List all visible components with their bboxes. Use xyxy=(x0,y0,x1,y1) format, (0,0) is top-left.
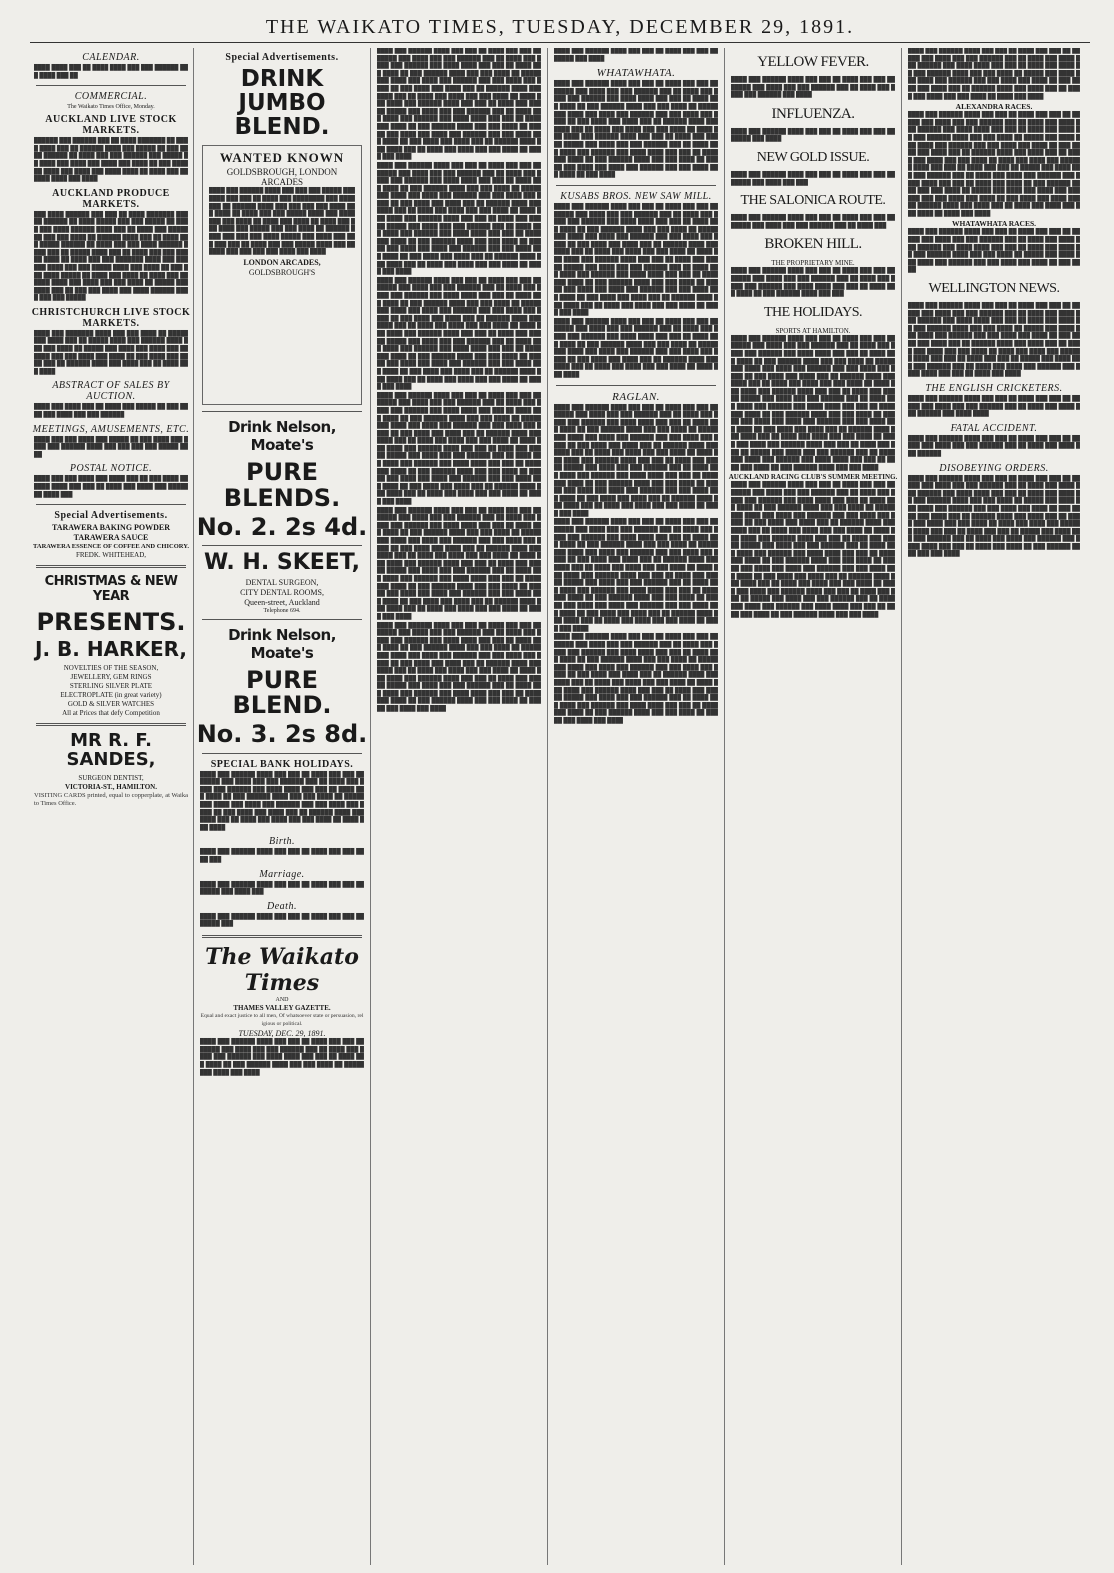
whatawhata-races-text: ████ ███ ██████ ████ ███ ███ ██ ████ ███ ███ ██ █████ ███ ████ ███ ███ ██████ ███ ██ ████ ███ ████ ███ ██████ ███ ████ ████ ███ ███ ██ ████ ███ ████ ██ ███ ██████ ████ ███ ███ ████ ██ █████ ███ ████ ███ ████ ███ ██████ ███ ███ ████ ███ ████ ██ ███ ████ xyxy=(908,229,1080,274)
col4-lead: ████ ███ ██████ ████ ███ ███ ██ ████ ███ ███ ██ █████ ███ ████ xyxy=(554,48,718,62)
column-5 xyxy=(727,48,899,1565)
calendar-heading: CALENDAR. xyxy=(82,52,140,63)
wellington-text: ████ ███ ██████ ████ ███ ███ ██ ████ ███ ███ ██ █████ ███ ████ ███ ███ ██████ ███ ██ ████ ███ ████ ███ ██████ ███ ████ ████ ███ ███ ██ ████ ███ ████ ██ ███ ██████ ████ ███ ███ ████ ██ █████ ███ ████ ███ ████ ███ ██████ ███ ███ ████ ███ ████ ██ ███ ████ ███ ████ ███ ██ ██████ ████ ███ ████ ███ ██ ████ ███ ████ ███ ███ ████ ██ ████ ███ ████ ███ ██████ ████ ███ ███ ██ ████ ███ ███ ██ █████ ███ ████ ███ ███ ██████ ███ ██ ████ ███ ████ ███ ██████ ███ ████ ████ ███ ███ ██ ████ ███ ████ xyxy=(908,303,1080,378)
fatal-text: ████ ███ ██████ ████ ███ ███ ██ ████ ███ ███ ██ █████ ███ ████ ███ ███ ██████ ███ ██ ████ ███ ████ ███ ██████ xyxy=(908,435,1080,457)
divider xyxy=(202,935,362,938)
divider xyxy=(36,85,186,86)
tarawera-sauce: TARAWERA SAUCE xyxy=(73,533,149,543)
masthead-title: THE WAIKATO TIMES, TUESDAY, DECEMBER 29, 1891. xyxy=(265,16,855,38)
goldsbrough-text: ████ ███ ██████ ████ ███ ███ ███ █████ ███ ████ ███ ███ ██ ████ ███ ████████ ███ ████ ███ ██ ██████ ████ ███ ███ ███ ███ ████ ███ ████ ██ ████ ███ ███ █████ ████ ███ ████ ███ ███ ████ ██ ████ ███ ████ ██ ████ ███ ███ ████ ███ █████ ███ ███ ████ ██ ██████ ████ ███ ███ ███ ████ █████ ███ ████ ███ ███ ███ ███ ██ ████ ███ ███ █████ ████ ███ ██ ████ ███ ███ ███ ███ ████ ███ ████ xyxy=(209,188,355,256)
city-dental: CITY DENTAL ROOMS, xyxy=(240,588,324,598)
prices-line: All at Prices that defy Competition xyxy=(62,709,160,718)
gold-issue-text: ████ ███ ██████ ████ ███ ███ ██ ████ ███ ███ ██ █████ ███ ████ ███ ███ xyxy=(731,171,895,186)
divider xyxy=(556,185,716,186)
novelties: NOVELTIES OF THE SEASON, xyxy=(63,664,159,673)
kusabs-text: ████ ███ ██████ ████ ███ ███ ██ ████ ███ ███ ██ █████ ███ ████ ███ ███ ██████ ███ ██ ████ ███ ████ ███ ██████ ███ ████ ████ ███ ███ ██ ████ ███ ████ ██ ███ ██████ ████ ███ ███ ████ ██ █████ ███ ████ ███ ████ ███ ██████ ███ ███ ████ ███ ████ ██ ███ ████ ███ ████ ███ ██ ██████ ████ ███ ████ ███ ██ ████ ███ ████ ███ ███ ████ ██ ████ ███ ████ ███ ██████ ████ ███ ███ ██ ████ ███ ███ ██ █████ ███ ████ ███ ███ ██████ ███ ██ ████ ███ ████ ███ ██████ ███ ████ ████ ███ ███ ██ ████ ███ ████ ██ ███ ██████ ████ ███ ███ ████ ██ █████ ███ ████ ███ ████ ███ ██████ ███ ███ ████ ███ ████ ██ ███ ████ ███ ████ ███ ██ ██████ ████ ███ ████ ███ ██ ████ ███ ████ ███ ███ ████ ██ ████ ███ ████ ████ ███ ██████ ████ ███ ███ ██ ████ ███ ███ ██ █████ ███ ████ ███ ███ ██████ ███ ██ ████ ███ ████ ███ ██████ ███ ████ ████ ███ ███ ██ ████ ███ ████ ██ ███ ██████ ████ ███ ███ ████ ██ █████ ███ ████ ███ ████ ███ ██████ ███ ███ ████ ███ ████ ██ ███ ████ ███ ████ ███ ██ ██████ ████ ███ ████ ███ ██ ████ ███ ████ ███ ███ ████ ██ ████ ███ ████ xyxy=(554,203,718,378)
sales-text: ████ ███ ████ ███ ██ ████ ███ █████ ██ ███ ████ ███ ████ ███ ███ ██████ xyxy=(34,404,188,419)
victoria-street: VICTORIA-ST., HAMILTON. xyxy=(65,783,157,792)
yellow-fever-text: ████ ███ ██████ ████ ███ ███ ██ ████ ███ ███ ██ █████ ███ ████ ███ ███ ██████ ███ ██ ████ ███ ████ ███ ██████ ███ ████ xyxy=(731,77,895,99)
birth-heading: Birth. xyxy=(268,836,296,848)
bank-holidays-heading: SPECIAL BANK HOLIDAYS. xyxy=(210,758,354,770)
divider xyxy=(556,385,716,386)
whatawhata-text: ████ ███ ██████ ████ ███ ███ ██ ████ ███ ███ ██ █████ ███ ████ ███ ███ ██████ ███ ██ ████ ███ ████ ███ ██████ ███ ████ ████ ███ ███ ██ ████ ███ ████ ██ ███ ██████ ████ ███ ███ ████ ██ █████ ███ ████ ███ ████ ███ ██████ ███ ███ ████ ███ ████ ██ ███ ████ ███ ████ ███ ██ ██████ ████ ███ ████ ███ ██ ████ ███ ████ ███ ███ ████ ██ ████ ███ ████ ███ ██████ ████ ███ ███ ██ ████ ███ ███ ██ █████ ███ ████ ███ ███ ██████ ███ ██ ████ ███ ████ ███ ██████ ███ ████ ████ ███ ███ ██ ████ ███ ████ ██ ███ ██████ ████ ███ ███ ████ ██ █████ ███ ████ ███ ████ ███ ██████ ███ ███ ████ ███ ████ ██ ███ ████ xyxy=(554,81,718,179)
sandes-sub: SURGEON DENTIST, xyxy=(78,774,144,783)
commercial-sub: The Waikato Times Office, Monday. xyxy=(67,104,155,111)
meetings-heading: MEETINGS, AMUSEMENTS, ETC. xyxy=(32,423,190,435)
death-text: ████ ███ ██████ ████ ███ ███ ██ ████ ███ ███ ██ █████ ███ xyxy=(200,913,364,928)
holidays-heading: THE HOLIDAYS. xyxy=(764,304,862,320)
postal-heading: POSTAL NOTICE. xyxy=(69,463,153,475)
broken-hill-text: ████ ███ ██████ ████ ███ ███ ██ ████ ███ ███ ██ █████ ███ ████ ███ ███ ██████ ███ ██ ████ ███ ████ ███ ██████ ███ ████ ████ ███ ███ ██ ████ ███ ████ ██ ███ ██████ ████ ███ ███ xyxy=(731,268,895,298)
divider xyxy=(202,619,362,620)
marriage-text: ████ ███ ██████ ████ ███ ███ ██ ████ ███ ███ ██ █████ ███ ████ ███ xyxy=(200,881,364,896)
jewellery: JEWELLERY, GEM RINGS xyxy=(70,673,152,682)
commercial-heading: COMMERCIAL. xyxy=(74,91,148,103)
column-rule xyxy=(547,48,548,1565)
birth-text: ████ ███ ██████ ████ ███ ███ ██ ████ ███ ███ ████ ███ xyxy=(200,849,364,863)
death-heading: Death. xyxy=(267,900,297,912)
postal-text: ████ ███ ███ ████ ███ ████ ███ ██ ███ ████ ██████ ████ ███ ███ ██ ████ ███ ████ ███ █████ ██ ████ ███ xyxy=(34,476,188,498)
divider xyxy=(202,545,362,546)
whatawhata-heading: WHATAWHATA. xyxy=(596,67,676,80)
raglan-heading: RAGLAN. xyxy=(612,390,660,403)
whatawhata-races-heading: WHATAWHATA RACES. xyxy=(951,219,1037,229)
salonica-heading: THE SALONICA ROUTE. xyxy=(740,193,886,209)
pure-blend-heading: PURE BLEND. xyxy=(232,666,332,720)
divider xyxy=(36,565,186,568)
column-2 xyxy=(196,48,368,1565)
london-arcades: LONDON ARCADES, xyxy=(243,257,321,267)
dental-surgeon: DENTAL SURGEON, xyxy=(245,578,319,588)
paper-and: AND xyxy=(275,996,289,1003)
pure-blends-heading: PURE BLENDS. xyxy=(223,458,341,512)
whitehead: FREDK. WHITEHEAD, xyxy=(75,551,147,560)
paper-date: TUESDAY, DEC. 29, 1891. xyxy=(238,1029,326,1039)
col3-text: ████ ███ ██████ ████ ███ ███ ██ ████ ███ ███ ██ █████ ███ ████ ███ ███ ██████ ███ ██ ████ ███ ████ ███ ██████ ███ ████ ████ ███ ███ ██ ████ ███ ████ ██ ███ ██████ ████ ███ ███ ████ ██ █████ ███ ████ ███ ████ ███ ██████ ███ ███ ████ ███ ████ ██ ███ ████ ███ ████ ███ ██ ██████ ████ ███ ████ ███ ██ ████ ███ ████ ███ ███ ████ ██ ████ ███ ████ ███ ██████ ████ ███ ███ ██ ████ ███ ███ ██ █████ ███ ████ ███ ███ ██████ ███ ██ ████ ███ ████ ███ ██████ ███ ████ ████ ███ ███ ██ ████ ███ ████ ██ ███ ██████ ████ ███ ███ ████ ██ █████ ███ ████ ███ ████ ███ ██████ ███ ███ ████ ███ ████ ██ ███ ████ ███ ████ ███ ██ ██████ ████ ███ ████ ███ ██ ████ ███ ████ ███ ███ ████ ██ ████ ███ ████ ████ ███ ██████ ████ ███ ███ ██ ████ ███ ███ ██ █████ ███ ████ ███ ███ ██████ ███ ██ ████ ███ ████ ███ ██████ ███ ████ ████ ███ ███ ██ ████ ███ ████ ██ ███ ██████ ████ ███ ███ ████ ██ █████ ███ ████ ███ ████ ███ ██████ ███ ███ ████ ███ ████ ██ ███ ████ ███ ████ ███ ██ ██████ ████ ███ ████ ███ ██ ████ ███ ████ ███ ███ ████ ██ ████ ███ ████ ███ ██████ ████ ███ ███ ██ ████ ███ ███ ██ █████ ███ ████ ███ ███ ██████ ███ ██ ████ ███ ████ ███ ██████ ███ ████ ████ ███ ███ ██ ████ ███ ████ ██ ███ ██████ ████ ███ ███ ████ ██ █████ ███ ████ ███ ████ ███ ██████ ███ ███ ████ ███ ████ ██ ███ ████ ███ ████ ███ ██ ██████ ████ ███ ████ ███ ██ ████ ███ ████ ███ ███ ████ ██ ████ ███ ████ ████ ███ ██████ ████ ███ ███ ██ ████ ███ ███ ██ █████ ███ ████ ███ ███ ██████ ███ ██ ████ ███ ████ ███ ██████ ███ ████ ████ ███ ███ ██ ████ ███ ████ ██ ███ ██████ ████ ███ ███ ████ ██ █████ ███ ████ ███ ████ ███ ██████ ███ ███ ████ ███ ████ ██ ███ ████ ███ ████ ███ ██ ██████ ████ ███ ████ ███ ██ ████ ███ ████ ███ ███ ████ ██ ████ ███ ████ ███ ██████ ████ ███ ███ ██ ████ ███ ███ ██ █████ ███ ████ ███ ███ ██████ ███ ██ ████ ███ ████ ███ ██████ ███ ████ ████ ███ ███ ██ ████ ███ ████ ██ ███ ██████ ████ ███ ███ ████ ██ █████ ███ ████ ███ ████ ███ ██████ ███ ███ ████ ███ ████ ██ ███ ████ ███ ████ ███ ██ ██████ ████ ███ ████ ███ ██ ████ ███ ████ ███ ███ ████ ██ ████ ███ ████ ████ ███ ██████ ████ ███ ███ ██ ████ ███ ███ ██ █████ ███ ████ ███ ███ ██████ ███ ██ ████ ███ ████ ███ ██████ ███ ████ ████ ███ ███ ██ ████ ███ ████ ██ ███ ██████ ████ ███ ███ ████ ██ █████ ███ ████ ███ ████ ███ ██████ ███ ███ ████ ███ ████ ██ ███ ████ ███ ████ ███ ██ ██████ ████ ███ ████ ███ ██ ████ ███ ████ ███ ███ ████ ██ ████ ███ ████ ███ ██████ ████ ███ ███ ██ ████ ███ ███ ██ █████ ███ ████ ███ ███ ██████ ███ ██ ████ ███ ████ ███ ██████ ███ ████ ████ ███ ███ ██ ████ ███ ████ ██ ███ ██████ ████ ███ ███ ████ ██ █████ ███ ████ ███ ████ ███ ██████ ███ ███ ████ ███ ████ ██ ███ ████ ███ ████ ███ ██ ██████ ████ ███ ████ ███ ██ ████ ███ ████ ███ ███ ████ ██ ████ ███ ████ ████ ███ ██████ ████ ███ ███ ██ ████ ███ ███ ██ █████ ███ ████ ███ ███ ██████ ███ ██ ████ ███ ████ ███ ██████ ███ ████ ████ ███ ███ ██ ████ ███ ████ ██ ███ ██████ ████ ███ ███ ████ ██ █████ ███ ████ ███ ████ ███ ██████ ███ ███ ████ ███ ████ ██ ███ ████ ███ ████ ███ ██ ██████ ████ ███ ████ ███ ██ ████ ███ ████ ███ ███ ████ ██ ████ ███ ████ ███ ██████ ████ ███ ███ ██ ████ ███ ███ ██ █████ ███ ████ ███ ███ ██████ ███ ██ ████ ███ ████ ███ ██████ ███ ████ ████ ███ ███ ██ ████ ███ ████ ██ ███ ██████ ████ ███ ███ ████ ██ █████ ███ ████ ███ ████ ███ ██████ ███ ███ ████ ███ ████ ██ ███ ████ ███ ████ ███ ██ ██████ ████ ███ ████ ███ ██ ████ ███ ████ ███ ███ ████ ██ ████ ███ ████ ████ ███ ██████ ████ ███ ███ ██ ████ ███ ███ ██ █████ ███ ████ ███ ███ ██████ ███ ██ ████ ███ ████ ███ ██████ ███ ████ ████ ███ ███ ██ ████ ███ ████ ██ ███ ██████ ████ ███ ███ ████ ██ █████ ███ ████ ███ ████ ███ ██████ ███ ███ ████ ███ ████ ██ ███ ████ ███ ████ ███ ██ ██████ ████ ███ ████ ███ ██ ████ ███ ████ ███ ███ ████ ██ ████ ███ ████ ███ ██████ ████ ███ ███ ██ ████ ███ ███ ██ █████ ███ ████ ███ ███ ██████ ███ ██ ████ ███ ████ ███ ██████ ███ ████ ████ ███ ███ ██ ████ ███ ████ ██ ███ ██████ ████ ███ ███ ████ ██ █████ ███ ████ ███ ████ xyxy=(377,48,541,713)
column-6 xyxy=(904,48,1084,1565)
column-rule xyxy=(193,48,194,1565)
column-3 xyxy=(373,48,545,1565)
silver: STERLING SILVER PLATE xyxy=(69,682,153,691)
racing-club-heading: AUCKLAND RACING CLUB'S SUMMER MEETING. xyxy=(728,473,898,482)
paper-title: The Waikato Times xyxy=(205,943,359,996)
column-rule xyxy=(901,48,902,1565)
cricketers-text: ████ ███ ██████ ████ ███ ███ ██ ████ ███ ███ ██ █████ ███ ████ ███ ███ ██████ ███ ██ ████ ███ ████ ███ ██████ ███ ████ ████ xyxy=(908,395,1080,418)
goldsbrough-heading: GOLDSBROUGH, LONDON ARCADES xyxy=(226,167,338,188)
alexandra-text: ████ ███ ██████ ████ ███ ███ ██ ████ ███ ███ ██ █████ ███ ████ ███ ███ ██████ ███ ██ ████ ███ ████ ███ ██████ ███ ████ ████ ███ ███ ██ ████ ███ ████ ██ ███ ██████ ████ ███ ███ ████ ██ █████ ███ ████ ███ ████ ███ ██████ ███ ███ ████ ███ ████ ██ ███ ████ ███ ████ ███ ██ ██████ ████ ███ ████ ███ ██ ████ ███ ████ ███ ███ ████ ██ ████ ███ ████ ███ ██████ ████ ███ ███ ██ ████ ███ ███ ██ █████ ███ ████ ███ ███ ██████ ███ ██ ████ ███ ████ ███ ██████ ███ ████ ████ ███ ███ ██ ████ ███ ████ ██ ███ ██████ ████ ███ ███ ████ ██ █████ ███ ████ ███ ████ ███ ██████ ███ ███ ████ ███ ████ ██ ███ ████ ███ ████ ███ ██ ██████ ████ ███ ████ ███ ██ ████ ███ ████ ███ ███ ████ ██ ████ ███ ████ xyxy=(908,112,1080,217)
proprietary-heading: THE PROPRIETARY MINE. xyxy=(771,259,855,268)
sports-text: ████ ███ ██████ ████ ███ ███ ██ ████ ███ ███ ██ █████ ███ ████ ███ ███ ██████ ███ ██ ████ ███ ████ ███ ██████ ███ ████ ████ ███ ███ ██ ████ ███ ████ ██ ███ ██████ ████ ███ ███ ████ ██ █████ ███ ████ ███ ████ ███ ██████ ███ ███ ████ ███ ████ ██ ███ ████ ███ ████ ███ ██ ██████ ████ ███ ████ ███ ██ ████ ███ ████ ███ ███ ████ ██ ████ ███ ████ ███ ██████ ████ ███ ███ ██ ████ ███ ███ ██ █████ ███ ████ ███ ███ ██████ ███ ██ ████ ███ ████ ███ ██████ ███ ████ ████ ███ ███ ██ ████ ███ ████ ██ ███ ██████ ████ ███ ███ ████ ██ █████ ███ ████ ███ ████ ███ ██████ ███ ███ ████ ███ ████ ██ ███ ████ ███ ████ ███ ██ ██████ ████ ███ ████ ███ ██ ████ ███ ████ ███ ███ ████ ██ ████ ███ ████ ███ ██████ ████ ███ ███ ██ ████ ███ ███ ██ █████ ███ ████ ███ ███ ██████ ███ ██ ████ ███ ████ ███ ██████ ███ ████ ████ ███ ███ ██ ████ ███ ████ ██ ███ ██████ ████ ███ ███ ████ xyxy=(731,335,895,471)
goldsbrough-ad xyxy=(202,145,362,405)
column-1 xyxy=(30,48,192,1565)
presents-heading: PRESENTS. xyxy=(36,608,186,637)
paper-motto: Equal and exact justice to all men, Of whatsoever state or persuasion, religious or political. xyxy=(200,1012,364,1027)
calendar-text: ████ ████ ███ ██ ████ ████ ███ ███ ██████ ███ ████ ███ ██ xyxy=(34,65,188,79)
special-heading-col1: Special Advertisements. xyxy=(54,510,168,522)
queen-street: Queen-street, Auckland xyxy=(244,598,320,608)
sports-heading: SPORTS AT HAMILTON. xyxy=(775,326,851,335)
produce-text: ███ ████ ██████ ███ ███ ██ ████ ███████ ███ ██ ██████ ██ ████ █████ ███ ███ █████ ██ ████ ███ ████ ██████ ████ ███ ██ ████ ███ ███████ ███ ███ ████ ██ ██████ ████ ███ ██ ████ ███ █████ ██████ ██ ████ ███ ███ ████ ██████ ████ ███ ██ █████ ████ ███ ██ ████ ███ ███ █████ ████ ██ ████ ███ ███ ███████ ████ ███ ███ ███ ████ ███ ███ █████ ████ ███ ████ ██ ███ ███ ████ █████ ██ ████ ███ ████ ██ ████ ███ ██████ ████ ███ ████ ███ ███ ████ ██ █████ ███ ████ ███ ██ ███ ███ ████ ███ ████ ██████ ████ ███ ███ █████ xyxy=(34,211,188,302)
divider xyxy=(36,504,186,505)
stock-heading: AUCKLAND LIVE STOCK MARKETS. xyxy=(45,114,177,137)
disobeying-heading: DISOBEYING ORDERS. xyxy=(939,462,1049,474)
raglan-text: ████ ███ ██████ ████ ███ ███ ██ ████ ███ ███ ██ █████ ███ ████ ███ ███ ██████ ███ ██ ████ ███ ████ ███ ██████ ███ ████ ████ ███ ███ ██ ████ ███ ████ ██ ███ ██████ ████ ███ ███ ████ ██ █████ ███ ████ ███ ████ ███ ██████ ███ ███ ████ ███ ████ ██ ███ ████ ███ ████ ███ ██ ██████ ████ ███ ████ ███ ██ ████ ███ ████ ███ ███ ████ ██ ████ ███ ████ ███ ██████ ████ ███ ███ ██ ████ ███ ███ ██ █████ ███ ████ ███ ███ ██████ ███ ██ ████ ███ ████ ███ ██████ ███ ████ ████ ███ ███ ██ ████ ███ ████ ██ ███ ██████ ████ ███ ███ ████ ██ █████ ███ ████ ███ ████ ███ ██████ ███ ███ ████ ███ ████ ██ ███ ████ ███ ████ ███ ██ ██████ ████ ███ ████ ███ ██ ████ ███ ████ ███ ███ ████ ██ ████ ███ ████ ████ ███ ██████ ████ ███ ███ ██ ████ ███ ███ ██ █████ ███ ████ ███ ███ ██████ ███ ██ ████ ███ ████ ███ ██████ ███ ████ ████ ███ ███ ██ ████ ███ ████ ██ ███ ██████ ████ ███ ███ ████ ██ █████ ███ ████ ███ ████ ███ ██████ ███ ███ ████ ███ ████ ██ ███ ████ ███ ████ ███ ██ ██████ ████ ███ ████ ███ ██ ████ ███ ████ ███ ███ ████ ██ ████ ███ ████ ███ ██████ ████ ███ ███ ██ ████ ███ ███ ██ █████ ███ ████ ███ ███ ██████ ███ ██ ████ ███ ████ ███ ██████ ███ ████ ████ ███ ███ ██ ████ ███ ████ ██ ███ ██████ ████ ███ ███ ████ ██ █████ ███ ████ ███ ████ ███ ██████ ███ ███ ████ ███ ████ ██ ███ ████ ███ ████ ███ ██ ██████ ████ ███ ████ ███ ██ ████ ███ ████ ███ ███ ████ ██ ████ ███ ████ ████ ███ ██████ ████ ███ ███ ██ ████ ███ ███ ██ █████ ███ ████ ███ ███ ██████ ███ ██ ████ ███ ████ ███ ██████ ███ ████ ████ ███ ███ ██ ████ ███ ████ ██ ███ ██████ ████ ███ ███ ████ ██ █████ ███ ████ ███ ████ ███ ██████ ███ ███ ████ ███ ████ ██ ███ ████ ███ ████ ███ ██ ██████ ████ ███ ████ ███ ██ ████ ███ ████ ███ ███ ████ ██ ████ ███ ████ ███ ██████ ████ ███ ███ ██ ████ ███ ███ ██ █████ ███ ████ ███ ███ ██████ ███ ██ ████ ███ ████ ███ ██████ ███ ████ ████ ███ ███ ██ ████ ███ ████ ██ ███ ██████ ████ ███ ███ ████ ██ █████ ███ ████ ███ ████ xyxy=(554,404,718,724)
visiting-cards: VISITING CARDS printed, equal to copperplate, at Waikato Times Office. xyxy=(34,792,188,807)
sales-heading: ABSTRACT OF SALES BY AUCTION. xyxy=(52,380,170,403)
stock-text: ██████ ███ ██████ ███ ██ ████ ███████ ██ ████ ████ ███ ██ ██████ ████ ███ █████ ██ ███ ████ ██████ ██ ████ ███ ███ ██████ ███ █████ ██ ████ ███ ████ ███ ████ ███ ████ ██ ███ ██████ ████ ███ ████ ███ ████ ████ ██ ████ ███ ██████ ████ ███ ████ xyxy=(34,138,188,183)
christchurch-text: ████ ███ ███████ ████ ███ ███ ████ ██ █████ ███ ████ ███ ██ █████ ████ ███ ██████ ████ ███ ███ ████ ██ █████ ███ ████ ███ ████ ███ ██████ ███ ███ ████ ███ ████ ██ ███ ████ ███ ████ ███ ██ ██████ ████ ███ ████ ███ ██ ████ ███ ████ xyxy=(34,330,188,375)
marriage-heading: Marriage. xyxy=(259,868,305,880)
salonica-text: ████ ███ ██████ ████ ███ ███ ██ ████ ███ ███ ██ █████ ███ ████ ███ ███ ██████ ███ ██ ████ ███ xyxy=(731,215,895,229)
influenza-text: ████ ███ ██████ ████ ███ ███ ██ ████ ███ ███ ██ █████ ███ ████ xyxy=(731,128,895,143)
sandes-name: MR R. F. SANDES, xyxy=(66,730,156,771)
no2-heading: No. 2. 2s 4d. xyxy=(196,512,368,541)
electroplate: ELECTROPLATE (in great variety) xyxy=(60,691,162,700)
gold-issue-heading: NEW GOLD ISSUE. xyxy=(756,149,870,165)
column-rule xyxy=(724,48,725,1565)
gold-watches: GOLD & SILVER WATCHES xyxy=(67,700,155,709)
kusabs-heading: KUSABS BROS. NEW SAW MILL. xyxy=(560,190,712,202)
divider xyxy=(202,753,362,754)
fatal-heading: FATAL ACCIDENT. xyxy=(950,422,1038,434)
tarawera-powder: TARAWERA BAKING POWDER xyxy=(51,523,171,533)
bank-holidays-text: ████ ███ ██████ ████ ███ ███ ██ ████ ███ ███ ██ █████ ███ ████ ███ ███ ██████ ███ ██ ████ ███ ████ ███ ██████ ███ ████ ████ ███ ███ ██ ████ ███ ████ ██ ███ ██████ ████ ███ ███ ████ ██ █████ ███ ████ ███ ████ ███ ██████ ███ ███ ████ ███ ████ ██ ███ ████ ███ ████ ███ ██ ██████ ████ ███ ████ ███ ██ ████ ███ ████ ███ ███ ████ ██ ████ ███ ████ xyxy=(200,771,364,831)
alexandra-races-heading: ALEXANDRA RACES. xyxy=(955,102,1033,112)
masthead xyxy=(30,14,1090,43)
racing-text: ████ ███ ██████ ████ ███ ███ ██ ████ ███ ███ ██ █████ ███ ████ ███ ███ ██████ ███ ██ ████ ███ ████ ███ ██████ ███ ████ ████ ███ ███ ██ ████ ███ ████ ██ ███ ██████ ████ ███ ███ ████ ██ █████ ███ ████ ███ ████ ███ ██████ ███ ███ ████ ███ ████ ██ ███ ████ ███ ████ ███ ██ ██████ ████ ███ ████ ███ ██ ████ ███ ████ ███ ███ ████ ██ ████ ███ ████ ███ ██████ ████ ███ ███ ██ ████ ███ ███ ██ █████ ███ ████ ███ ███ ██████ ███ ██ ████ ███ ████ ███ ██████ ███ ████ ████ ███ ███ ██ ████ ███ ████ ██ ███ ██████ ████ ███ ███ ████ ██ █████ ███ ████ ███ ████ ███ ██████ ███ ███ ████ ███ ████ ██ ███ ████ ███ ████ ███ ██ ██████ ████ ███ ████ ███ ██ ████ ███ ████ ███ ███ ████ ██ ████ ███ ████ ███ ██████ ████ ███ ███ ██ ████ ███ ███ ██ █████ ███ ████ ███ ███ ██████ ███ ██ ████ ███ ████ ███ ██████ ███ ████ ████ ███ ███ ██ ████ ███ ████ ██ ███ ██████ ████ ███ ███ ████ xyxy=(731,482,895,618)
broken-hill-heading: BROKEN HILL. xyxy=(764,236,862,253)
no3-heading: No. 3. 2s 8d. xyxy=(196,720,368,749)
wanted-known: WANTED KNOWN xyxy=(219,150,345,166)
christmas-heading: CHRISTMAS & NEW YEAR xyxy=(44,574,178,605)
divider xyxy=(36,723,186,726)
telephone: Telephone 694. xyxy=(263,608,301,615)
column-4 xyxy=(550,48,722,1565)
disobeying-text: ████ ███ ██████ ████ ███ ███ ██ ████ ███ ███ ██ █████ ███ ████ ███ ███ ██████ ███ ██ ████ ███ ████ ███ ██████ ███ ████ ████ ███ ███ ██ ████ ███ ████ ██ ███ ██████ ████ ███ ███ ████ ██ █████ ███ ████ ███ ████ ███ ██████ ███ ███ ████ ███ ████ ██ ███ ████ ███ ████ ███ ██ ██████ ████ ███ ████ ███ ██ ████ ███ ████ ███ ███ ████ ██ ████ ███ ████ ███ ██████ ████ ███ ███ ██ ████ ███ ███ ██ █████ ███ ████ ███ ███ ██████ ███ ██ ████ ███ ████ ███ ██████ ███ ████ ████ ███ ███ ██ ████ ███ ████ ██ ███ ██████ ████ ███ ███ ████ xyxy=(908,475,1080,558)
yellow-fever-heading: YELLOW FEVER. xyxy=(757,54,869,70)
produce-heading: AUCKLAND PRODUCE MARKETS. xyxy=(52,187,170,210)
meetings-text: ████ ███ ███ ████ ███ █████ ██ ███ ████ ███ ████ ███ ██████ ████ ███ ███ ███ ███ █████ ████ xyxy=(34,436,188,458)
divider xyxy=(202,411,362,412)
wellington-heading: WELLINGTON NEWS. xyxy=(928,281,1060,297)
column-rule xyxy=(370,48,371,1565)
goldsbroughs: GOLDSBROUGH'S xyxy=(248,267,316,277)
col6-lead: ████ ███ ██████ ████ ███ ███ ██ ████ ███ ███ ██ █████ ███ ████ ███ ███ ██████ ███ ██ ████ ███ ████ ███ ██████ ███ ████ ████ ███ ███ ██ ████ ███ ████ ██ ███ ██████ ████ ███ ███ ████ ██ █████ ███ ████ ███ ████ ███ ██████ ███ ███ ████ ███ ████ ██ ███ ████ ███ ████ ███ ██ ██████ ████ ███ ████ ███ ██ ████ ███ ████ ███ ███ ████ ██ ████ ███ ████ xyxy=(908,48,1080,100)
drink-nelson-heading-2: Drink Nelson, Moate's xyxy=(228,626,336,663)
influenza-heading: INFLUENZA. xyxy=(771,105,855,122)
special-heading-col2: Special Advertisements. xyxy=(225,52,339,63)
editorial-text: ████ ███ ██████ ████ ███ ███ ██ ████ ███ ███ ██ █████ ███ ████ ███ ███ ██████ ███ ██ ████ ███ ████ ███ ██████ ███ ████ ████ ███ ███ ██ ████ ███ ████ ██ ███ ██████ ████ ███ ███ ████ ██ █████ ███ ████ ███ ████ xyxy=(200,1039,364,1076)
harker-name: J. B. HARKER, xyxy=(35,637,187,662)
skeet-name: W. H. SKEET, xyxy=(203,549,361,575)
tarawera-coffee: TARAWERA ESSENCE OF COFFEE AND CHICORY. xyxy=(33,543,189,551)
jumbo-blend-heading: DRINK JUMBO BLEND. xyxy=(234,66,330,141)
drink-nelson-heading: Drink Nelson, Moate's xyxy=(228,418,336,455)
paper-subtitle: THAMES VALLEY GAZETTE. xyxy=(233,1003,331,1012)
christchurch-heading: CHRISTCHURCH LIVE STOCK MARKETS. xyxy=(31,306,191,329)
cricketers-heading: THE ENGLISH CRICKETERS. xyxy=(925,382,1063,394)
